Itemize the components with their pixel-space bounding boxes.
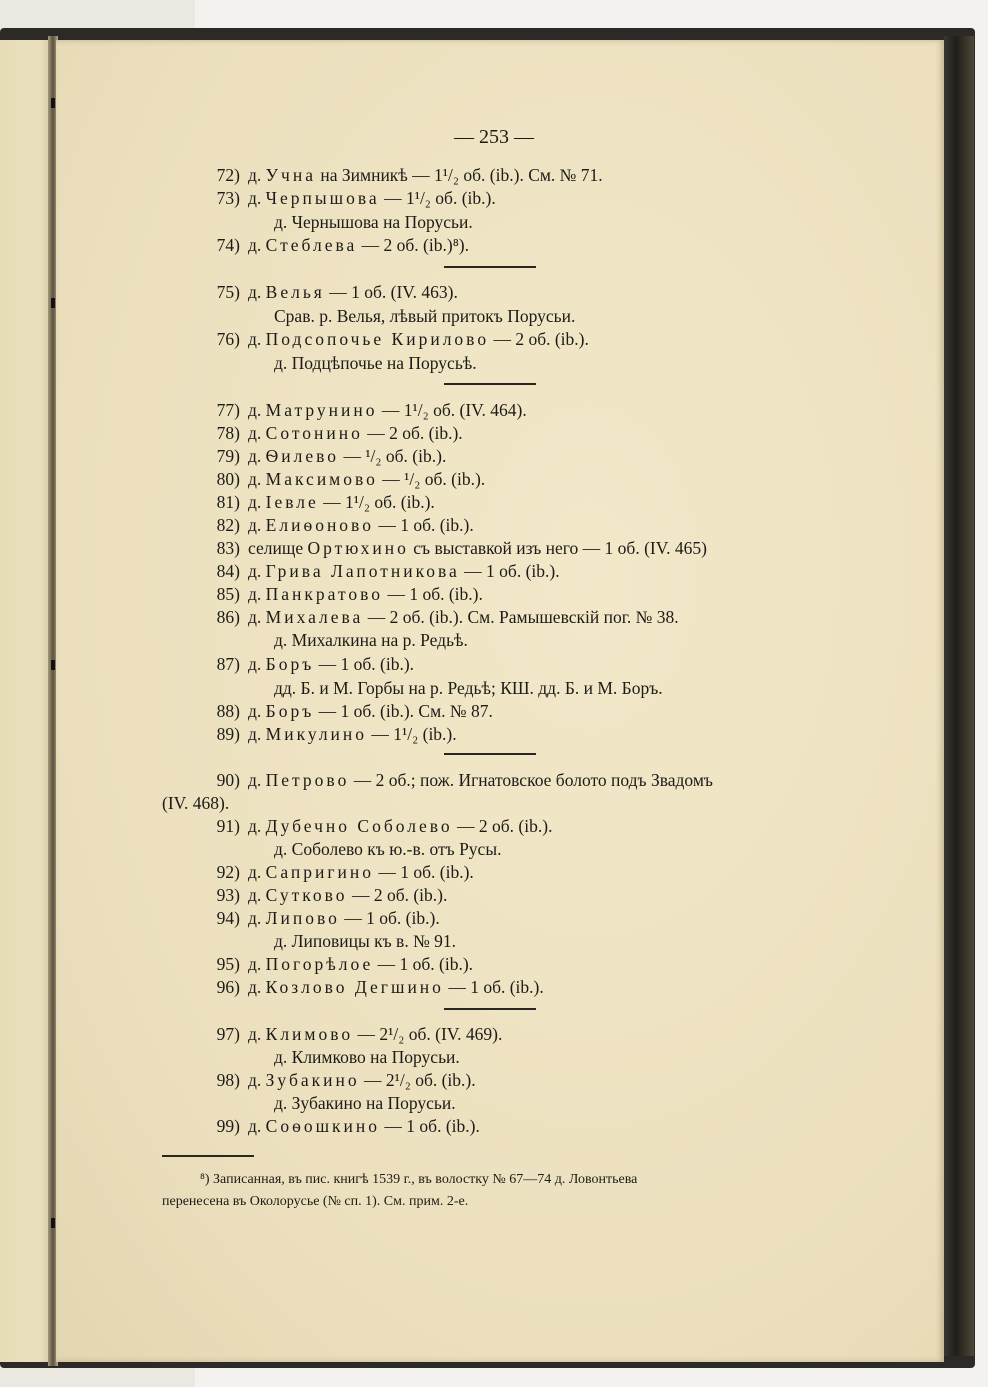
entry-number: 87)	[216, 654, 240, 674]
entry-prefix: д.	[248, 469, 262, 489]
entry-number: 75)	[216, 282, 240, 302]
entry-prefix: д.	[248, 1024, 262, 1044]
entry-details: — 1¹/₂ об. (ib.).	[323, 492, 435, 512]
entry-note	[162, 793, 229, 814]
place-name: Елиѳоново	[265, 515, 374, 535]
entry-details: — 2 об.; пож. Игнатовское болото подъ Звадомъ	[353, 770, 713, 790]
entry-prefix: д.	[248, 282, 262, 302]
entry-prefix: д.	[248, 1070, 262, 1090]
entry-prefix: д.	[248, 885, 262, 905]
entry-details: д. Чернышова на Порусьи.	[274, 212, 473, 232]
page-number: — 253 —	[454, 126, 534, 148]
place-name: Панкратово	[265, 584, 384, 604]
entry-prefix: д.	[248, 977, 262, 997]
entry-prefix: д.	[248, 862, 262, 882]
entry-details: (IV. 468).	[162, 793, 230, 813]
entry-details: д. Липовицы къ в. № 91.	[274, 931, 457, 951]
entry-text	[248, 1024, 502, 1045]
entry-prefix: д.	[248, 701, 262, 721]
entry-text	[248, 816, 552, 837]
entry-text	[248, 977, 544, 998]
entry-number: 91)	[216, 816, 240, 836]
entry-number: 85)	[216, 584, 240, 604]
place-name: Климово	[265, 1024, 354, 1044]
place-name: Погорѣлое	[265, 954, 374, 974]
binding-thread-mark	[51, 98, 55, 108]
entry-details: — 1 об. (ib.).	[377, 954, 474, 974]
entry-details: д. Климково на Порусьи.	[274, 1047, 460, 1067]
entry-details: — 1 об. (ib.).	[464, 561, 560, 581]
entry-details: — 2 об. (ib.).	[493, 329, 589, 349]
binding-thread-mark	[51, 1218, 55, 1228]
entry-number: 89)	[216, 724, 240, 744]
place-name: Михалева	[265, 607, 364, 627]
entry-number: 79)	[216, 446, 240, 466]
entry-prefix: селище	[248, 538, 304, 558]
entry-details: — 2 об. (ib.)⁸).	[361, 235, 470, 255]
place-name: Максимово	[265, 469, 378, 489]
place-name: Стеблева	[265, 235, 358, 255]
entry-note	[274, 931, 456, 952]
entry-note	[274, 306, 575, 327]
entry-text	[248, 862, 474, 883]
entry-details: — 1¹/₂ (ib.).	[371, 724, 457, 744]
entry-text	[248, 446, 446, 467]
place-name: Боръ	[265, 654, 315, 674]
place-name: Липово	[265, 908, 340, 928]
entry-text	[248, 584, 483, 605]
entry-number: 82)	[216, 515, 240, 535]
entry-details: — ¹/₂ об. (ib.).	[382, 469, 486, 489]
entry-note	[274, 839, 501, 860]
place-name: Петрово	[265, 770, 350, 790]
entry-details: — 1 об. (ib.).	[378, 515, 474, 535]
entry-details: — 1 об. (ib.).	[448, 977, 544, 997]
entry-prefix: д.	[248, 607, 262, 627]
entry-prefix: д.	[248, 400, 262, 420]
entry-text	[248, 400, 527, 421]
place-name: Соѳошкино	[265, 1116, 381, 1136]
entry-text	[248, 908, 440, 929]
entry-text	[248, 770, 713, 791]
entry-prefix: д.	[248, 770, 262, 790]
entry-number: 96)	[216, 977, 240, 997]
entry-number: 77)	[216, 400, 240, 420]
entry-number: 99)	[216, 1116, 240, 1136]
place-name: Велья	[265, 282, 325, 302]
place-name: Ортюхино	[307, 538, 409, 558]
entry-prefix: д.	[248, 954, 262, 974]
entry-details: — 1 об. (ib.).	[318, 654, 415, 674]
entry-number: 76)	[216, 329, 240, 349]
entry-number: 98)	[216, 1070, 240, 1090]
entry-details: — 1 об. (ib.).	[387, 584, 483, 604]
entry-details: д. Зубакино на Порусьи.	[274, 1093, 456, 1113]
entry-number: 83)	[216, 538, 240, 558]
entry-text	[248, 607, 679, 628]
entry-prefix: д.	[248, 329, 262, 349]
entry-note	[274, 1093, 456, 1114]
entry-text	[248, 492, 435, 513]
entry-details: Срав. р. Велья, лѣвый притокъ Порусьи.	[274, 306, 576, 326]
entry-number: 73)	[216, 188, 240, 208]
entry-number: 94)	[216, 908, 240, 928]
entry-text	[248, 235, 469, 256]
entry-text	[248, 538, 707, 559]
entry-details: — 1 об. (ib.).	[344, 908, 440, 928]
place-name: Микулино	[265, 724, 368, 744]
place-name: Сапригино	[265, 862, 375, 882]
entry-number: 97)	[216, 1024, 240, 1044]
place-name: Грива Лапотникова	[265, 561, 460, 581]
entry-prefix: д.	[248, 584, 262, 604]
book-right-edge	[944, 36, 974, 1356]
entry-text	[248, 329, 589, 350]
entry-details: дд. Б. и М. Горбы на р. Редьѣ; КШ. дд. Б. и М. Боръ.	[274, 678, 663, 698]
entry-note	[274, 630, 468, 651]
entry-prefix: д.	[248, 724, 262, 744]
entry-number: 74)	[216, 235, 240, 255]
entry-details: — 2 об. (ib.).	[351, 885, 448, 905]
entry-number: 90)	[216, 770, 240, 790]
entry-note	[274, 353, 477, 374]
section-divider	[444, 753, 536, 755]
section-divider	[444, 266, 536, 268]
entry-details: — 1 об. (ib.).	[384, 1116, 480, 1136]
entry-text	[248, 423, 463, 444]
place-name: Боръ	[265, 701, 315, 721]
entry-text	[248, 561, 560, 582]
place-name: Сутково	[265, 885, 348, 905]
entry-text	[248, 282, 458, 303]
entry-note	[274, 212, 473, 233]
place-name: Подсопочье Кирилово	[265, 329, 490, 349]
entry-prefix: д.	[248, 188, 262, 208]
entry-text	[248, 515, 474, 536]
entry-details: д. Михалкина на р. Редьѣ.	[274, 630, 468, 650]
place-name: Дубечно Соболево	[265, 816, 453, 836]
entry-details: — 1 об. (ib.). См. № 87.	[318, 701, 493, 721]
entry-details: съ выставкой изъ него — 1 об. (IV. 465)	[413, 538, 707, 558]
entry-text	[248, 885, 447, 906]
entry-prefix: д.	[248, 446, 262, 466]
entry-details: — 2 об. (ib.). См. Рамышевскій пог. № 38.	[367, 607, 679, 627]
entry-text	[248, 1070, 476, 1091]
entry-prefix: д.	[248, 1116, 262, 1136]
entry-prefix: д.	[248, 816, 262, 836]
place-name: Зубакино	[265, 1070, 360, 1090]
entry-text	[248, 188, 496, 209]
entry-number: 86)	[216, 607, 240, 627]
place-name: Ѳилево	[265, 446, 340, 466]
section-divider	[444, 383, 536, 385]
entry-details: — 2¹/₂ об. (ib.).	[363, 1070, 476, 1090]
entry-number: 95)	[216, 954, 240, 974]
entry-details: — 1¹/₂ об. (IV. 464).	[381, 400, 527, 420]
entry-text	[248, 165, 603, 186]
left-page-edge	[0, 40, 50, 1362]
place-name: Матрунино	[265, 400, 378, 420]
entry-prefix: д.	[248, 654, 262, 674]
entry-details: — 1¹/₂ об. (ib.).	[384, 188, 496, 208]
entry-number: 93)	[216, 885, 240, 905]
place-name: Черпышова	[265, 188, 380, 208]
entry-text	[248, 654, 414, 675]
binding-thread-mark	[51, 298, 55, 308]
entry-number: 88)	[216, 701, 240, 721]
entry-details: на Зимникѣ — 1¹/₂ об. (ib.). См. № 71.	[320, 165, 603, 185]
entry-details: — ¹/₂ об. (ib.).	[343, 446, 447, 466]
entry-note	[274, 678, 663, 699]
entry-text	[248, 954, 473, 975]
entry-note	[274, 1047, 460, 1068]
entry-details: — 1 об. (IV. 463).	[329, 282, 458, 302]
place-name: Козлово Дегшино	[265, 977, 444, 997]
entry-details: д. Подцѣпочье на Порусьѣ.	[274, 353, 477, 373]
footnote-line: перенесена въ Околорусье (№ сп. 1). См. прим. 2-е.	[162, 1194, 469, 1209]
entry-number: 92)	[216, 862, 240, 882]
entry-text	[248, 469, 485, 490]
entry-prefix: д.	[248, 423, 262, 443]
entry-number: 78)	[216, 423, 240, 443]
place-name: Учна	[265, 165, 316, 185]
entry-prefix: д.	[248, 908, 262, 928]
entry-number: 80)	[216, 469, 240, 489]
entry-details: — 2 об. (ib.).	[457, 816, 553, 836]
entry-text	[248, 724, 457, 745]
section-divider	[444, 1008, 536, 1010]
binding-thread-mark	[51, 660, 55, 670]
entry-prefix: д.	[248, 492, 262, 512]
entry-details: — 1 об. (ib.).	[378, 862, 474, 882]
entry-text	[248, 1116, 480, 1137]
footnote-divider	[162, 1155, 254, 1157]
entry-prefix: д.	[248, 561, 262, 581]
entry-prefix: д.	[248, 235, 262, 255]
entry-prefix: д.	[248, 515, 262, 535]
place-name: Іевле	[265, 492, 319, 512]
entry-number: 72)	[216, 165, 240, 185]
footnote-line: ⁸) Записанная, въ пис. книгѣ 1539 г., въ волостку № 67—74 д. Ловонтьева	[200, 1172, 638, 1187]
entry-details: — 2¹/₂ об. (IV. 469).	[357, 1024, 503, 1044]
entry-details: — 2 об. (ib.).	[367, 423, 463, 443]
entry-text	[248, 701, 493, 722]
place-name: Сотонино	[265, 423, 363, 443]
entry-details: д. Соболево къ ю.-в. отъ Русы.	[274, 839, 502, 859]
entry-number: 81)	[216, 492, 240, 512]
entry-number: 84)	[216, 561, 240, 581]
entry-prefix: д.	[248, 165, 262, 185]
